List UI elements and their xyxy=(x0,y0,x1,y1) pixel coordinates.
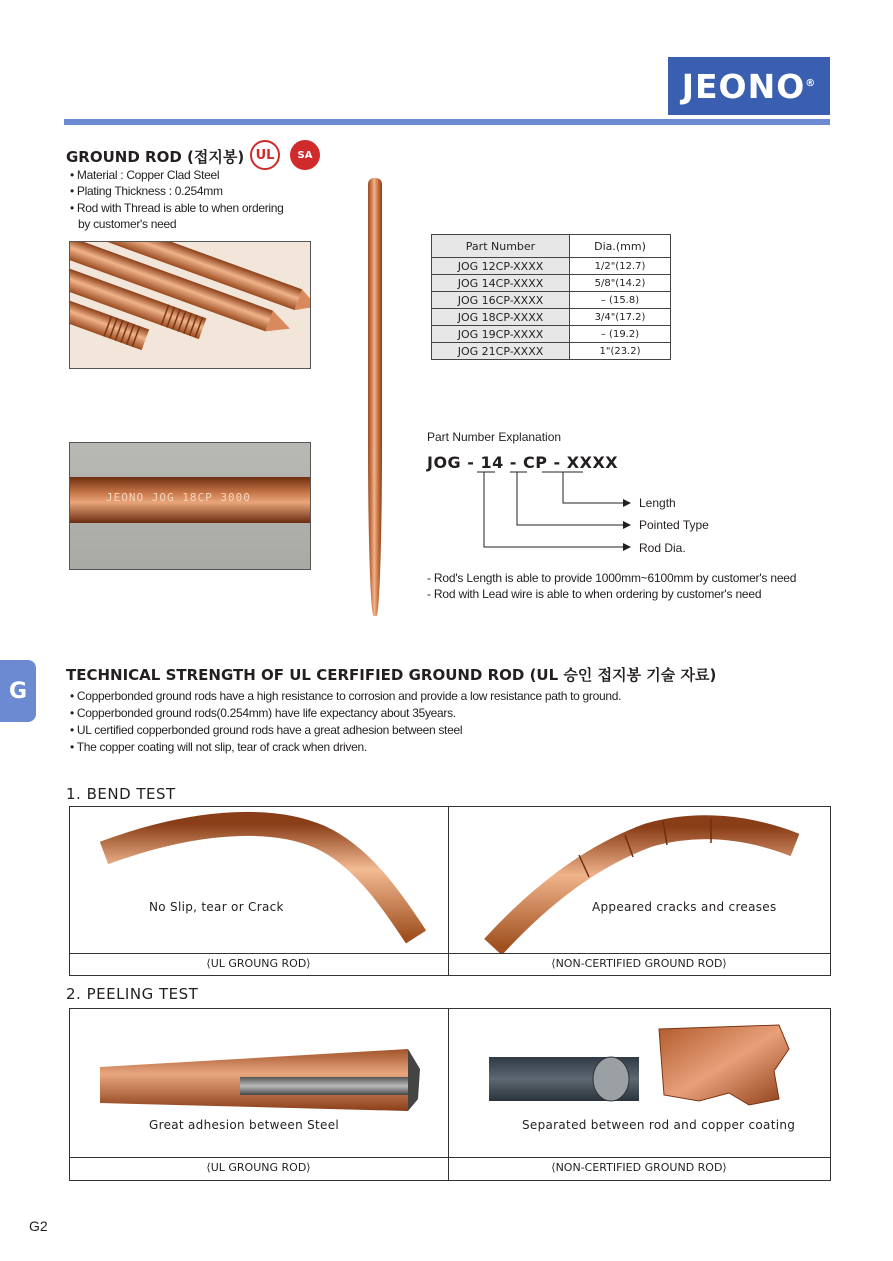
csa-certification-icon: SA xyxy=(290,140,320,170)
part-number-cell: JOG 21CP-XXXX xyxy=(432,343,570,360)
rod-marking-text: JEONO JOG 18CP 3000 xyxy=(106,491,251,504)
legend-rod-dia: Rod Dia. xyxy=(639,541,686,555)
part-number-table xyxy=(431,234,671,360)
part-number-cell: JOG 18CP-XXXX xyxy=(432,309,570,326)
dia-cell: – (19.2) xyxy=(570,326,671,343)
dia-cell: 5/8"(14.2) xyxy=(570,275,671,292)
table-header-row xyxy=(432,235,671,258)
part-number-cell: JOG 19CP-XXXX xyxy=(432,326,570,343)
peeling-test-title: 2. PEELING TEST xyxy=(66,985,199,1003)
header-dia: Dia.(mm) xyxy=(570,235,671,258)
ul-certification-icon: UL xyxy=(250,140,280,170)
ground-rod-title: GROUND ROD (접지봉) xyxy=(66,148,245,166)
rod-marking-photo xyxy=(69,442,311,570)
non-certified-bend-rod-image xyxy=(449,807,829,953)
registered-mark: ® xyxy=(805,77,817,89)
technical-bullet: • Copperbonded ground rods have a high resistance to corrosion and provide a low resistance path to ground. xyxy=(70,689,622,703)
technical-bullet: • UL certified copperbonded ground rods have a great adhesion between steel xyxy=(70,723,463,737)
explanation-label: Part Number Explanation xyxy=(427,430,562,444)
length-note: - Rod's Length is able to provide 1000mm~6100mm by customer's need xyxy=(427,571,797,585)
lead-wire-note: - Rod with Lead wire is able to when ordering by customer's need xyxy=(427,587,762,601)
dia-cell: 1"(23.2) xyxy=(570,343,671,360)
non-certified-bend-footer: ⟨NON-CERTIFIED GROUND ROD⟩ xyxy=(551,957,727,970)
ul-peeling-footer: ⟨UL GROUNG ROD⟩ xyxy=(206,1161,311,1174)
table-row xyxy=(432,275,671,292)
non-certified-peeling-image xyxy=(449,1009,829,1155)
header-part-number: Part Number xyxy=(432,235,570,258)
legend-length: Length xyxy=(639,496,676,510)
table-row xyxy=(432,309,671,326)
technical-bullet: • Copperbonded ground rods(0.254mm) have life expectancy about 35years. xyxy=(70,706,456,720)
table-row xyxy=(432,258,671,275)
legend-pointed-type: Pointed Type xyxy=(639,518,709,532)
non-certified-peeling-footer: ⟨NON-CERTIFIED GROUND ROD⟩ xyxy=(551,1161,727,1174)
part-number-cell: JOG 14CP-XXXX xyxy=(432,275,570,292)
ul-peeling-caption: Great adhesion between Steel xyxy=(149,1118,340,1132)
spec-bullet: by customer's need xyxy=(78,217,177,231)
brand-name: JEONO xyxy=(681,66,806,106)
spec-bullet: • Material : Copper Clad Steel xyxy=(70,168,220,182)
part-number-code: JOG - 14 - CP - XXXX xyxy=(427,453,619,472)
threaded-rods-photo xyxy=(69,241,311,369)
ul-bend-rod-image xyxy=(70,807,448,953)
peeling-test-footer-rule xyxy=(69,1157,830,1158)
ul-peeling-rod-image xyxy=(70,1009,448,1155)
dia-cell: – (15.8) xyxy=(570,292,671,309)
brand-logo xyxy=(668,57,830,115)
section-tab: G xyxy=(0,660,36,722)
spec-bullet: • Plating Thickness : 0.254mm xyxy=(70,184,223,198)
table-row xyxy=(432,343,671,360)
vertical-rod-image xyxy=(368,178,382,616)
part-number-cell: JOG 16CP-XXXX xyxy=(432,292,570,309)
ul-bend-footer: ⟨UL GROUNG ROD⟩ xyxy=(206,957,311,970)
table-row xyxy=(432,292,671,309)
technical-title: TECHNICAL STRENGTH OF UL CERFIFIED GROUND ROD (UL 승인 접지봉 기술 자료) xyxy=(66,666,717,684)
ul-bend-caption: No Slip, tear or Crack xyxy=(149,900,284,914)
part-number-cell: JOG 12CP-XXXX xyxy=(432,258,570,275)
explanation-connector-lines xyxy=(427,470,647,560)
non-certified-peeling-caption: Separated between rod and copper coating xyxy=(522,1118,796,1132)
dia-cell: 3/4"(17.2) xyxy=(570,309,671,326)
technical-bullet: • The copper coating will not slip, tear of crack when driven. xyxy=(70,740,367,754)
spec-bullet: • Rod with Thread is able to when ordering xyxy=(70,201,284,215)
page-number: G2 xyxy=(29,1218,48,1234)
dia-cell: 1/2"(12.7) xyxy=(570,258,671,275)
bend-test-title: 1. BEND TEST xyxy=(66,785,176,803)
bend-test-footer-rule xyxy=(69,953,830,954)
header-rule xyxy=(64,119,830,125)
table-row xyxy=(432,326,671,343)
non-certified-bend-caption: Appeared cracks and creases xyxy=(592,900,777,914)
